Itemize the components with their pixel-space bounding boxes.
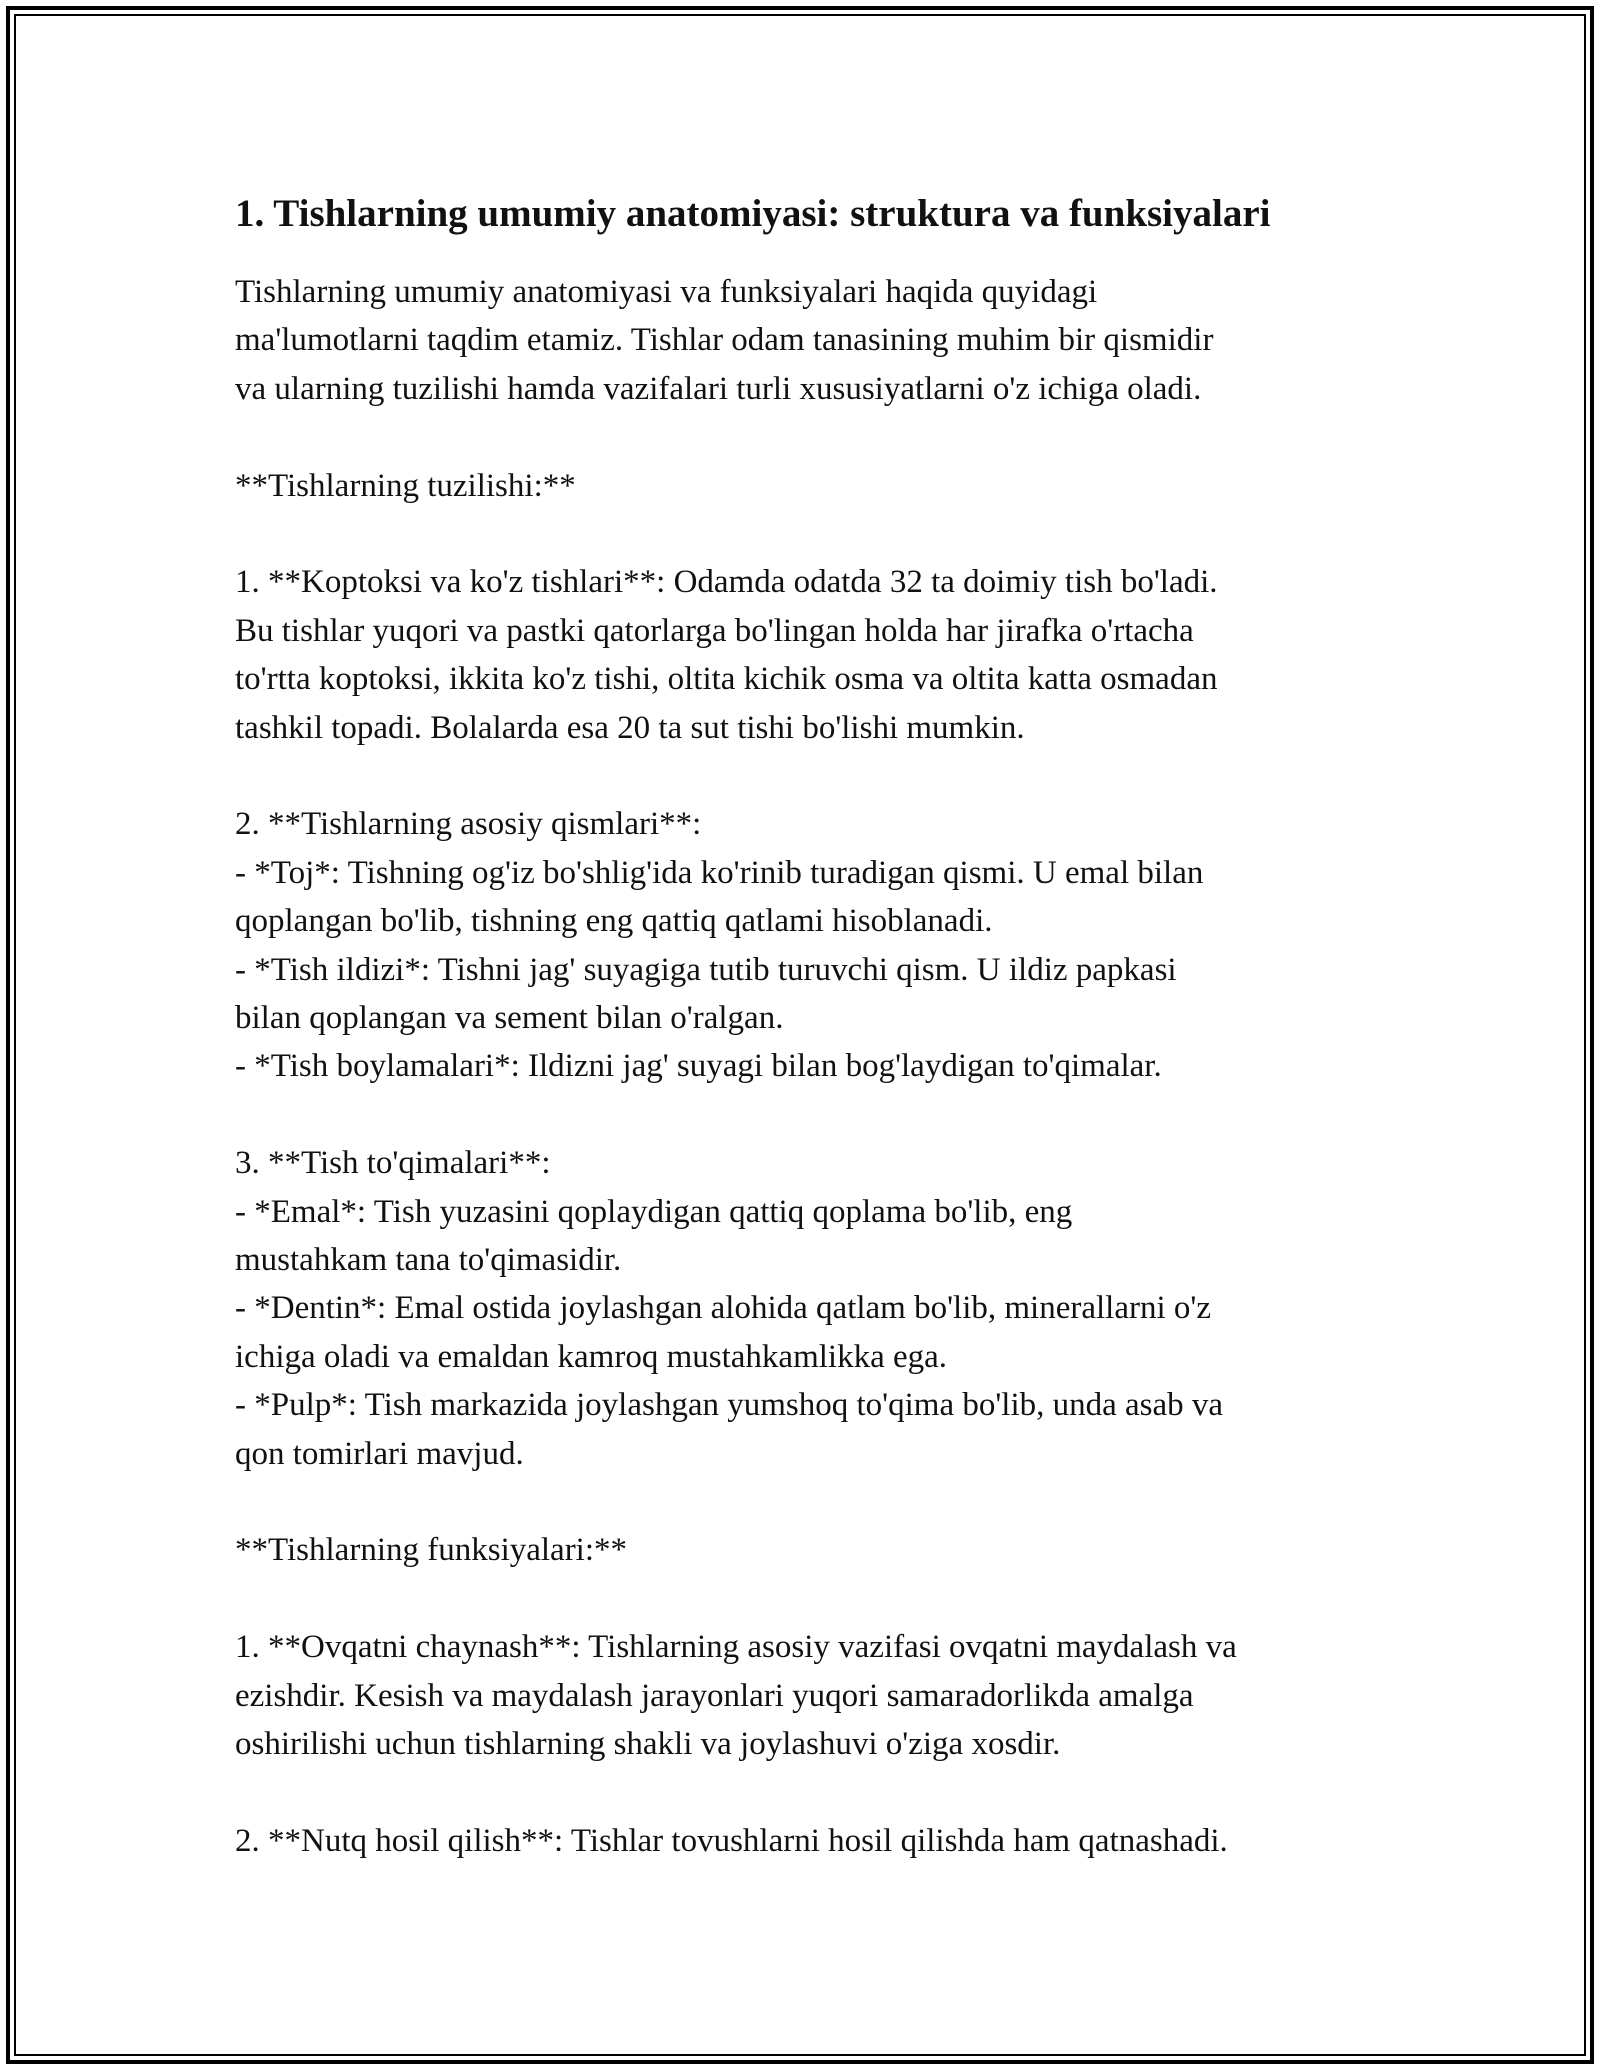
functions-heading: **Tishlarning funksiyalari:** [235,1532,628,1569]
intro-paragraph: Tishlarning umumiy anatomiyasi va funksiyalari haqida quyidagi ma'lumotlarni taqdim etamiz. Tishlar odam tanasining muhim bir qismidir va ularning tuzilishi hamda vazifalari turli xususiyatlarni o'z ichiga oladi. [235,274,1214,407]
paragraph-spacer [235,1575,1405,1623]
structure-item-2: 2. **Tishlarning asosiy qismlari**: - *Toj*: Tishning og'iz bo'shlig'ida ko'rinib turadigan qismi. U emal bilan qoplangan bo'lib, tishning eng qattiq qatlami hisoblanadi. - *Tish ildizi*: Tishni jag' suyagiga tutib turuvchi qism. U ildiz papkasi bilan qoplangan va sement bilan o'ralgan. - *Tish boylamalari*: Ildizni jag' suyagi bilan bog'laydigan to'qimalar. [235,806,1204,1085]
paragraph-spacer [235,413,1405,461]
document-title: 1. Tishlarning umumiy anatomiyasi: struktura va funksiyalari [235,192,1271,235]
document-body [235,186,1405,1865]
functions-item-2: 2. **Nutq hosil qilish**: Tishlar tovushlarni hosil qilishda ham qatnashadi. [235,1822,1228,1859]
paragraph-spacer [235,1478,1405,1526]
paragraph-spacer [235,752,1405,800]
paragraph-spacer [235,1091,1405,1139]
paragraph-spacer [235,510,1405,558]
functions-item-1: 1. **Ovqatni chaynash**: Tishlarning asosiy vazifasi ovqatni maydalash va ezishdir. Kesish va maydalash jarayonlari yuqori samaradorlikda amalga oshirilishi uchun tishlarning shakli va joylashuvi o'ziga xosdir. [235,1629,1237,1763]
structure-item-1: 1. **Koptoksi va ko'z tishlari**: Odamda odatda 32 ta doimiy tish bo'ladi. Bu tishlar yuqori va pastki qatorlarga bo'lingan holda har jirafka o'rtacha to'rtta koptoksi, ikkita ko'z tishi, oltita kichik osma va oltita katta osmadan tashkil topadi. Bolalarda esa 20 ta sut tishi bo'lishi mumkin. [235,564,1218,746]
paragraph-spacer [235,1769,1405,1817]
structure-item-3: 3. **Tish to'qimalari**: - *Emal*: Tish yuzasini qoplaydigan qattiq qoplama bo'lib, eng mustahkam tana to'qimasidir. - *Dentin*: Emal ostida joylashgan alohida qatlam bo'lib, minerallarni o'z ichiga oladi va emaldan kamroq mustahkamlikka ega. - *Pulp*: Tish markazida joylashgan yumshoq to'qima bo'lib, unda asab va qon tomirlari mavjud. [235,1145,1224,1472]
structure-heading: **Tishlarning tuzilishi:** [235,467,576,504]
